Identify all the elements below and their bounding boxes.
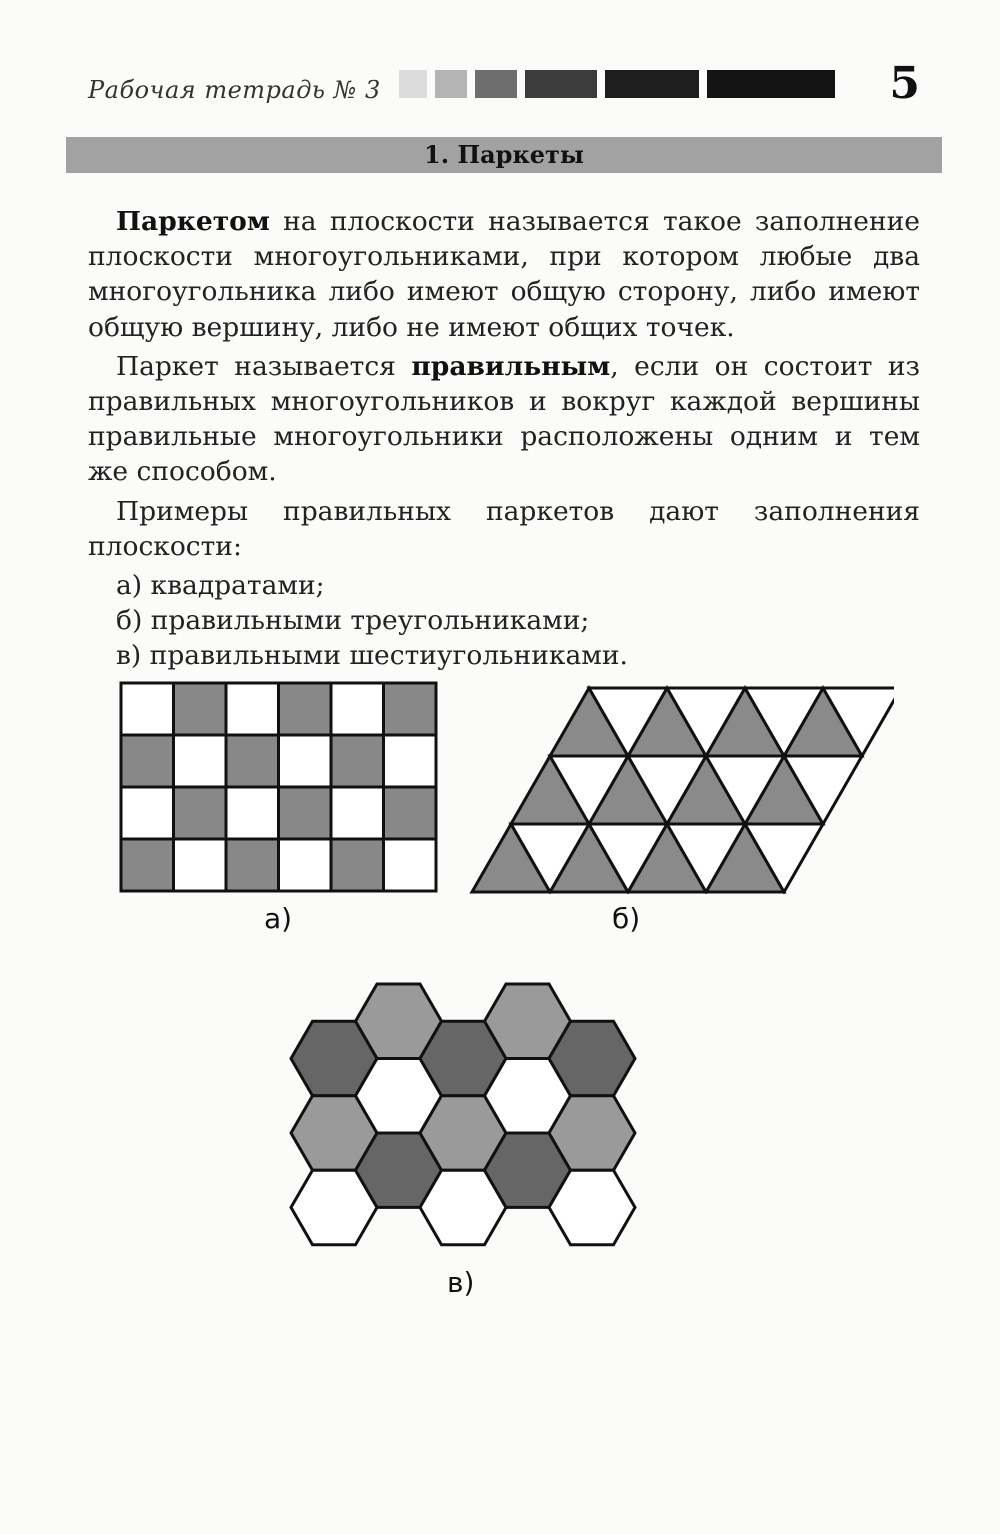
- term-parquet: Паркетом: [116, 206, 270, 237]
- figure-label-c: в): [447, 1266, 475, 1299]
- figure-label-b: б): [612, 902, 641, 935]
- page-number: 5: [889, 58, 920, 109]
- bar-segment: [707, 70, 835, 98]
- paragraph-examples: Примеры правильных паркетов дают заполнения плоскости:: [88, 495, 920, 562]
- square-shaded: [279, 683, 332, 735]
- square-white: [226, 683, 279, 735]
- square-shaded: [174, 683, 227, 735]
- square-shaded: [226, 735, 279, 787]
- square-white: [331, 683, 384, 735]
- definition-text: на плоскости называется такое заполнение плоскости многоугольниками, при котором любые два многоугольника либо имеют общую сторону, либо имеют общую вершину, либо не имеют общих точек.: [88, 206, 920, 343]
- square-shaded: [121, 735, 174, 787]
- body-text: [88, 204, 920, 673]
- workbook-title: Рабочая тетрадь № 3: [88, 76, 381, 104]
- square-white: [384, 735, 437, 787]
- square-shaded: [384, 787, 437, 839]
- square-shaded: [226, 839, 279, 891]
- square-shaded: [331, 735, 384, 787]
- list-item: а) квадратами;: [116, 570, 325, 602]
- list-item: б) правильными треугольниками;: [116, 605, 590, 637]
- paragraph-definition: [88, 204, 920, 345]
- figure-label-a: а): [264, 902, 293, 935]
- square-white: [174, 839, 227, 891]
- examples-list: [88, 568, 920, 673]
- square-white: [384, 839, 437, 891]
- bar-segment: [399, 70, 427, 98]
- square-shaded: [279, 787, 332, 839]
- square-white: [121, 683, 174, 735]
- section-title: 1. Паркеты: [424, 140, 584, 169]
- square-shaded: [331, 839, 384, 891]
- square-white: [226, 787, 279, 839]
- figure-hexagons: [286, 980, 648, 1252]
- square-white: [279, 839, 332, 891]
- bar-segment: [475, 70, 517, 98]
- bar-segment: [605, 70, 699, 98]
- figure-squares: [118, 680, 440, 894]
- square-white: [121, 787, 174, 839]
- regular-text: , если он состоит из правильных многоугольников и вокруг каждой вершины правильные многоугольники расположены одним и тем же способом.: [88, 350, 920, 488]
- bar-segment: [435, 70, 467, 98]
- list-item: в) правильными шестиугольниками.: [116, 640, 628, 672]
- bar-segment: [525, 70, 597, 98]
- square-shaded: [174, 787, 227, 839]
- running-head: [88, 58, 920, 118]
- term-regular: правильным: [411, 350, 611, 382]
- square-shaded: [121, 839, 174, 891]
- square-shaded: [384, 683, 437, 735]
- square-white: [279, 735, 332, 787]
- regular-start: Паркет называется: [116, 350, 412, 382]
- square-white: [331, 787, 384, 839]
- section-heading-band: [66, 137, 942, 173]
- figure-triangles: [468, 684, 894, 894]
- paragraph-regular: [88, 349, 920, 490]
- square-white: [174, 735, 227, 787]
